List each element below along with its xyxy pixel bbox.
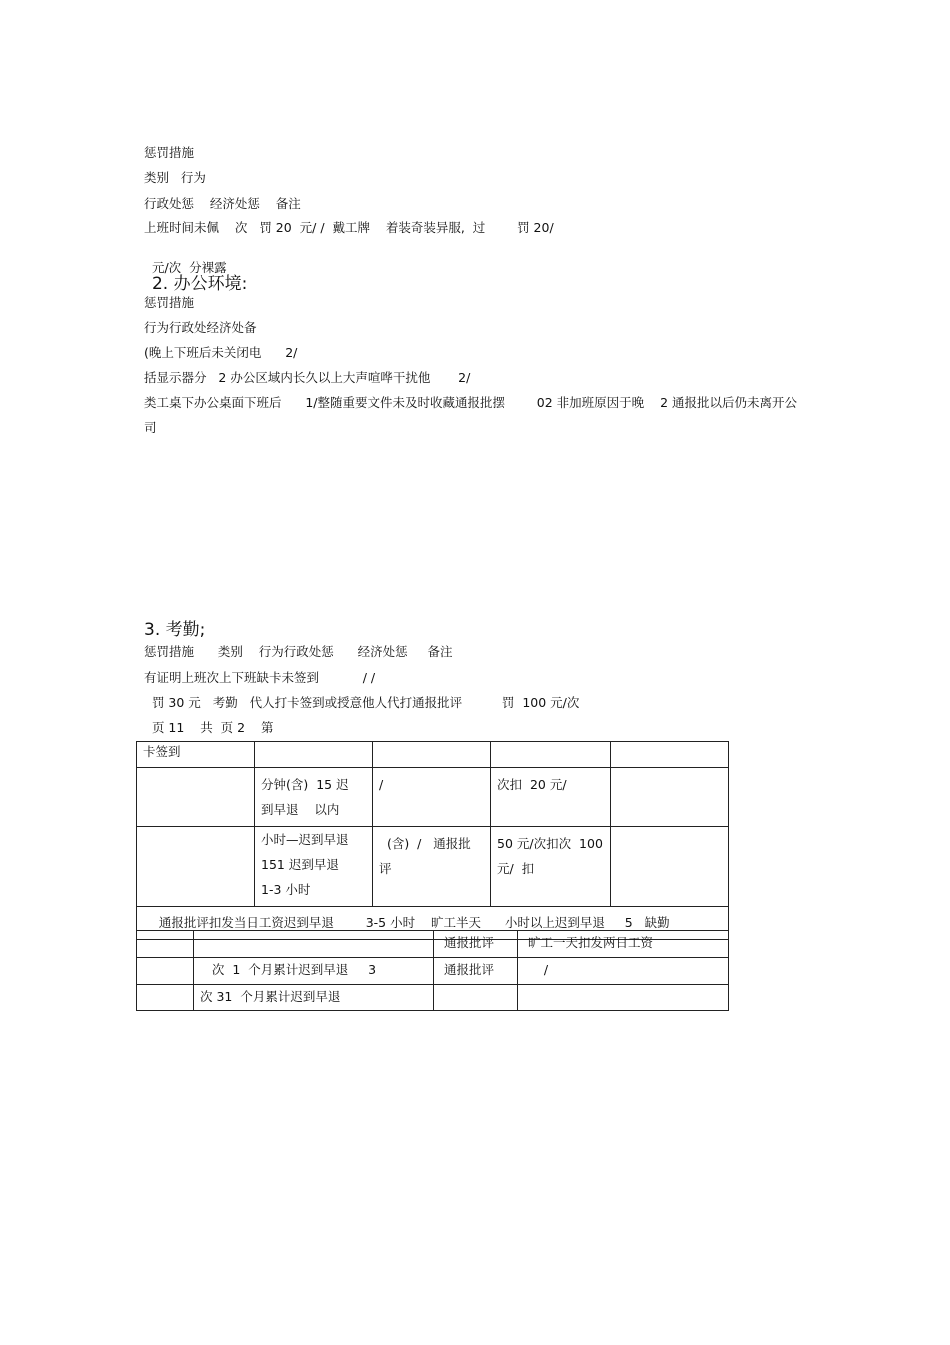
table-cell xyxy=(137,827,255,907)
desk-rule-line: 类工桌下办公桌面下班后 1/整随重要文件未及时收藏通报批摆 02 非加班原因于晚 2 通报批以后仍未离开公 xyxy=(144,395,797,410)
table-cell: 通报批评 xyxy=(434,931,518,958)
office-environment-heading: 2. 办公环境: xyxy=(151,274,248,294)
page-number-line: 页 11 共 页 2 第 xyxy=(144,720,274,735)
table-cell xyxy=(137,931,194,958)
table-row xyxy=(137,931,729,958)
table-cell: 旷工一天扣发两日工资 xyxy=(518,931,729,958)
table-cell: 50 元/次扣次 100 元/ 扣 xyxy=(491,827,611,907)
table-cell xyxy=(518,985,729,1011)
penalty-measures-label: 惩罚措施 xyxy=(144,145,195,160)
table-row xyxy=(137,742,729,768)
power-off-rule-line: (晚上下班后未关闭电 2/ xyxy=(144,345,298,360)
table-cell xyxy=(137,958,194,985)
desk-rule-line-cont: 司 xyxy=(144,420,157,435)
noise-rule-line: 括显示器分 2 办公区域内长久以上大声喧哗干扰他 2/ xyxy=(144,370,471,385)
table-cell: 次 1 个月累计迟到早退 3 xyxy=(194,958,434,985)
table-cell: 卡签到 xyxy=(137,742,255,768)
table-cell: 小时—迟到早退 151 迟到早退 1-3 小时 xyxy=(255,827,373,907)
table-cell: (含) / 通报批 评 xyxy=(373,827,491,907)
penalty-measures-label-2: 惩罚措施 xyxy=(144,295,195,310)
table-cell xyxy=(137,768,255,827)
table-cell: 分钟(含) 15 迟 到早退 以内 xyxy=(255,768,373,827)
table-row xyxy=(137,768,729,827)
attendance-heading: 3. 考勤; xyxy=(144,620,206,640)
penalty-columns-header: 行政处惩 经济处惩 备注 xyxy=(144,196,301,211)
table-cell xyxy=(137,985,194,1011)
table-row xyxy=(137,827,729,907)
table-cell xyxy=(194,931,434,958)
behavior-header-2: 行为行政处经济处备 xyxy=(144,320,257,335)
table-cell xyxy=(611,742,729,768)
table-cell xyxy=(434,985,518,1011)
table-merged-cell: 通报批评扣发当日工资迟到早退 3-5 小时 旷工半天 小时以上迟到早退 5 缺勤 xyxy=(137,907,729,940)
attendance-columns-header: 惩罚措施 类别 行为行政处惩 经济处惩 备注 xyxy=(144,644,453,659)
table-cell xyxy=(611,768,729,827)
missing-card-rule-line: 有证明上班次上下班缺卡未签到 / / xyxy=(144,670,376,685)
attendance-table-2 xyxy=(136,930,729,1011)
proxy-card-rule-line: 罚 30 元 考勤 代人打卡签到或授意他人代打通报批评 罚 100 元/次 xyxy=(144,695,580,710)
attendance-table-1 xyxy=(136,741,729,940)
table-cell: / xyxy=(373,768,491,827)
dress-rule-line xyxy=(144,244,247,293)
category-behavior-header: 类别 行为 xyxy=(144,170,206,185)
table-cell xyxy=(491,742,611,768)
table-row xyxy=(137,958,729,985)
dress-rule-text: 元/次 分裸露 xyxy=(151,260,227,275)
work-badge-rule-line: 上班时间未佩 次 罚 20 元/ / 戴工牌 着装奇装异服, 过 罚 20/ xyxy=(144,220,554,235)
table-cell: 次扣 20 元/ xyxy=(491,768,611,827)
table-cell xyxy=(255,742,373,768)
table-row xyxy=(137,985,729,1011)
table-cell xyxy=(373,742,491,768)
table-cell xyxy=(611,827,729,907)
table-cell: 通报批评 xyxy=(434,958,518,985)
table-cell: / xyxy=(518,958,729,985)
table-cell: 次 31 个月累计迟到早退 xyxy=(194,985,434,1011)
